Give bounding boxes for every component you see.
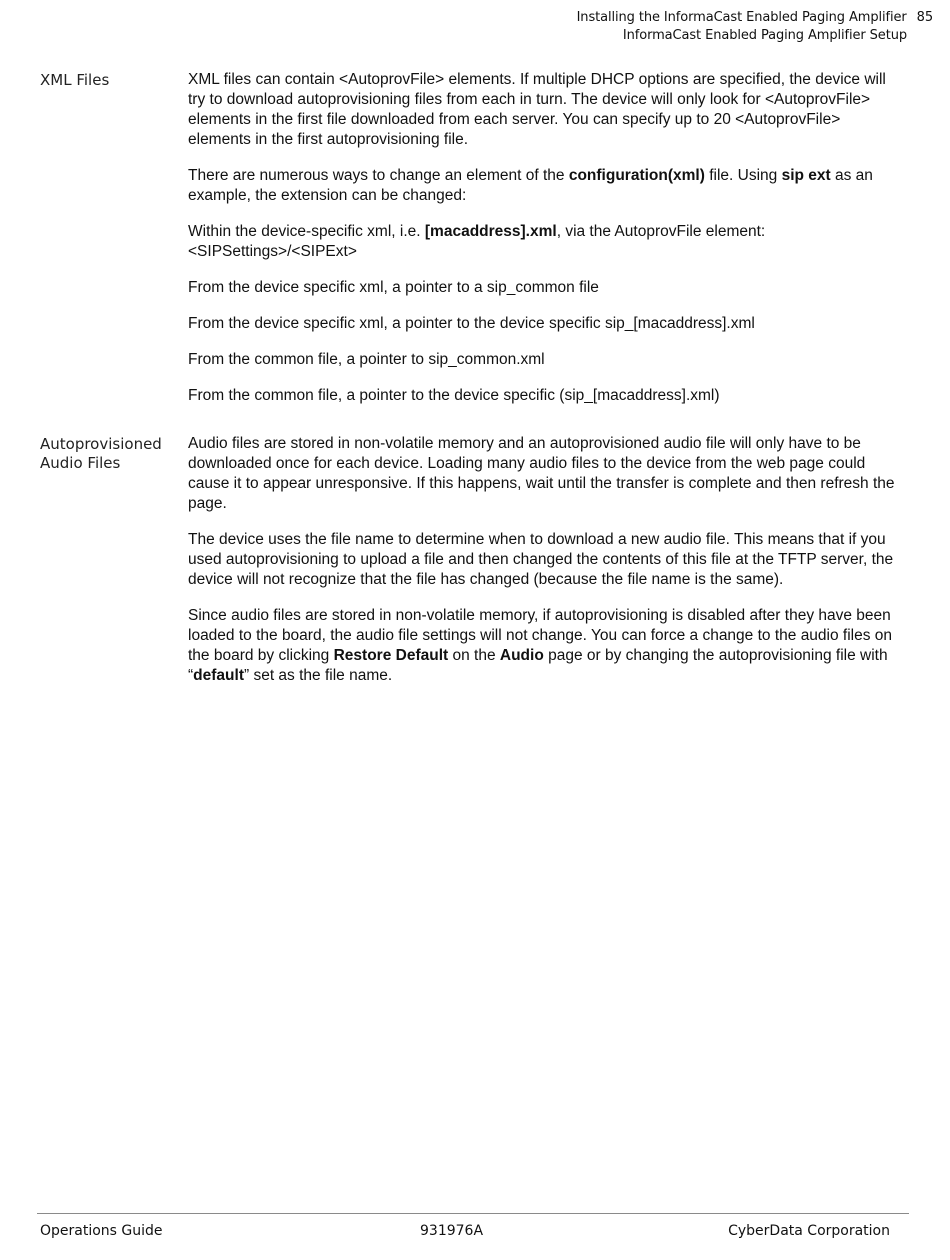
- text-run: Since audio files are stored in non-volatile memory, if autoprovisioning is disabled after they have been loaded to the board, the audio file settings will not change. You can force a change to the audio files on the board by clicking: [188, 607, 893, 664]
- text-run: Audio files are stored in non-volatile memory and an autoprovisioned audio file will only have to be downloaded once for each device. Loading many audio files to the device from the web page could cause it to appear unresponsive. If this happens, wait until the transfer is complete and then refresh the page.: [188, 435, 895, 512]
- text-run: as an example, the extension can be changed:: [188, 167, 873, 204]
- text-run: Within the device-specific xml, i.e.: [188, 223, 425, 240]
- paragraph: [188, 166, 906, 206]
- section-xml-files: [40, 70, 906, 422]
- text-run: on the: [448, 647, 500, 664]
- section-body: [188, 70, 906, 406]
- chapter-title: Installing the InformaCast Enabled Paging Amplifier: [576, 10, 907, 25]
- paragraph: [188, 530, 906, 590]
- text-run: , via the AutoprovFile element:<SIPSettings>/<SIPExt>: [188, 223, 766, 260]
- paragraph: [188, 314, 906, 334]
- chapter-title-line: [577, 9, 933, 27]
- text-run: XML files can contain <AutoprovFile> elements. If multiple DHCP options are specified, the device will try to download autoprovisioning files from each in turn. The device will only look for <AutoprovFile> elements in the first file downloaded from each server. You can specify up to 20 <AutoprovFile> elements in the first autoprovisioning file.: [188, 71, 886, 148]
- footer-divider: [37, 1213, 909, 1214]
- section-autoprovisioned-audio-files: [40, 434, 906, 702]
- bold-term: [macaddress].xml: [424, 223, 557, 240]
- page-number: 85: [916, 10, 933, 25]
- paragraph: [188, 434, 906, 514]
- text-run: The device uses the file name to determine when to download a new audio file. This means that if you used autoprovisioning to upload a file and then changed the contents of this file at the TFTP server, the device will not recognize that the file has changed (because the file name is the same).: [188, 531, 894, 588]
- footer-doc-number: 931976A: [420, 1223, 484, 1239]
- paragraph: [188, 350, 906, 370]
- paragraph: [188, 606, 906, 686]
- bold-term: default: [193, 667, 244, 684]
- section-label: XML Files: [40, 71, 110, 89]
- running-header: [577, 9, 933, 45]
- paragraph: [188, 278, 906, 298]
- section-body: [188, 434, 906, 686]
- text-run: page or by changing the autoprovisioning file with “: [188, 647, 888, 684]
- footer-company: CyberData Corporation: [728, 1223, 890, 1239]
- paragraph: [188, 70, 906, 150]
- bold-term: sip ext: [781, 167, 831, 184]
- bold-term: Restore Default: [333, 647, 449, 664]
- text-run: From the common file, a pointer to sip_common.xml: [188, 351, 545, 368]
- bold-term: Audio: [499, 647, 544, 664]
- section-label: Autoprovisioned Audio Files: [40, 435, 162, 472]
- paragraph: [188, 386, 906, 406]
- section-title: InformaCast Enabled Paging Amplifier Setup: [622, 28, 907, 43]
- text-run: From the device specific xml, a pointer to the device specific sip_[macaddress].xml: [188, 315, 755, 332]
- footer-doc-title: Operations Guide: [40, 1223, 163, 1239]
- bold-term: configuration(xml): [568, 167, 705, 184]
- text-run: ” set as the file name.: [243, 667, 393, 684]
- text-run: file. Using: [704, 167, 782, 184]
- text-run: From the common file, a pointer to the device specific (sip_[macaddress].xml): [188, 387, 720, 404]
- text-run: There are numerous ways to change an element of the: [188, 167, 569, 184]
- paragraph: [188, 222, 906, 262]
- text-run: From the device specific xml, a pointer to a sip_common file: [188, 279, 599, 296]
